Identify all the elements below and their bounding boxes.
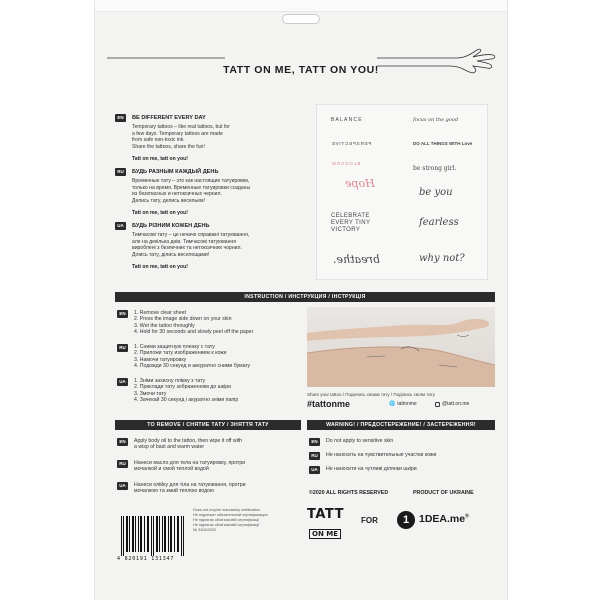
application-photo (307, 307, 495, 387)
brand-title: TATT ON ME, TATT ON YOU! (223, 64, 379, 76)
step-list: 1. Remove clear sheet 2. Press the image side down on your skin 3. Wet the tattoo throughly 4. Hold for 30 seconds and slowly peel off the paper (134, 310, 254, 336)
lang-body: Temporary tattoos – like real tattoos, but for a few days. Temporary tattoos are made from safe non-toxic ink. Share the tattoos, share the fun! (132, 124, 230, 150)
remove-block-ua: UA Нанеси олійку для тіла на татуювання, протри мочалкою та змий теплою водою (117, 482, 307, 495)
remove-block-ru: RU Нанеси масло для тела на татуировку, протри мочалкой и смой теплой водой (117, 460, 307, 473)
lang-body: Временные тату – это как настоящие татуировки, только на время. Временные татуировки созданы из безопасных и нетоксичных чернил. Делись тату, делись весельем! (132, 178, 251, 204)
idea-logo-text: 1DEA.me® (419, 513, 469, 525)
packaging-card (95, 0, 507, 600)
tattoo-breathe: breathe. (333, 253, 380, 266)
lang-tagline: Tatt on me, tatt on you! (132, 264, 188, 270)
idea-logo-mark: 1 (397, 511, 415, 529)
tattoo-do-all: DO ALL THINGS WITH Love (413, 141, 473, 146)
tattoo-be-you: be you (419, 187, 453, 198)
share-instagram: @tatt.on.me (435, 401, 469, 407)
hang-strip (95, 0, 507, 12)
lang-badge: RU (117, 460, 128, 468)
lang-tagline: Tatt on me, tatt on you! (132, 156, 188, 162)
tattoo-balance: BALANCE (331, 117, 363, 123)
for-label: FOR (361, 516, 378, 525)
instruction-block-ua (117, 378, 307, 404)
tattoo-strong-girl: be strong girl. (413, 165, 457, 172)
lang-heading: БУДЬ РАЗНЫМ КАЖДЫЙ ДЕНЬ (132, 169, 219, 175)
tattoo-why-not: why not? (419, 253, 465, 264)
lang-body: Тимчасові тату – це нечаче справжні татуювання, але на декілька днів. Тимчасові татуювання вироблені з безпечних та нетоксичних чорнил. Ділись тату, ділись веселощами! (132, 232, 250, 258)
share-hashtag: #tattonme (307, 399, 351, 409)
product-origin: PRODUCT OF UKRAINE (413, 490, 474, 496)
barcode (117, 514, 207, 564)
lang-badge: RU (117, 344, 128, 352)
instruction-block-en (117, 310, 307, 336)
lang-badge: EN (117, 310, 128, 318)
lang-tagline: Tatt on me, tatt on you! (132, 210, 188, 216)
remove-bar: TO REMOVE / СНЯТИЕ ТАТУ / ЗНЯТТЯ ТАТУ (115, 420, 301, 430)
tattoo-sheet (316, 104, 488, 280)
warning-en: EN Do not apply to sensitive skin (309, 438, 393, 446)
instruction-block-ru (117, 344, 307, 370)
lang-badge: EN (115, 114, 126, 122)
lang-heading: БУДЬ РІЗНИМ КОЖЕН ДЕНЬ (132, 223, 210, 229)
instruction-bar: INSTRUCTION / ИНСТРУКЦИЯ / ІНСТРУКЦІЯ (115, 292, 495, 302)
lang-badge: UA (115, 222, 126, 230)
lang-badge: RU (309, 452, 320, 460)
remove-block-en: EN Apply body oil to the tattoo, then wipe it off with a wisp of bast and warm water (117, 438, 307, 451)
step-list: 1. Зніми захисну плівку з тату 2. Приклади тату зображенням до шкіри 3. Змочи тату 4. Зачекай 30 секунд і акуратно зніми папір (134, 378, 239, 404)
globe-icon: 🌐 (389, 401, 396, 407)
tattoo-perspective: PERSPECTIVE (331, 141, 372, 146)
tattoo-blossom: BLOSSOM (331, 161, 361, 166)
lang-heading: BE DIFFERENT EVERY DAY (132, 115, 206, 121)
lang-badge: UA (309, 466, 320, 474)
tattoo-fearless: fearless (419, 217, 459, 228)
warning-bar: WARNING! / ПРЕДОСТЕРЕЖЕНИЕ! / ЗАСТЕРЕЖЕННЯ! (307, 420, 495, 430)
tattoo-hope: Hope (345, 177, 375, 190)
barcode-number: 4 820191 131347 (117, 556, 175, 562)
step-list: 1. Сними защитную пленку с тату 2. Приложи тату изображением к коже 3. Намочи татуировку 4. Подожди 30 секунд и аккуратно сними бумагу (134, 344, 251, 370)
lang-badge: RU (115, 168, 126, 176)
arms-illustration (307, 307, 495, 387)
copyright: ©2020 ALL RIGHTS RESERVED (309, 490, 389, 496)
tatt-on-me-logo: TATT ON ME (307, 507, 344, 538)
lang-block-en (115, 114, 305, 162)
lang-block-ru (115, 168, 305, 216)
lang-badge: EN (309, 438, 320, 446)
tattoo-celebrate: CELEBRATE EVERY TINY VICTORY (331, 213, 371, 233)
lang-block-ua (115, 222, 305, 270)
share-caption: Share your tattoo / Поделись своим тату / Поділись своїм тату (307, 392, 436, 397)
tattoo-focus: focus on the good (413, 117, 459, 123)
lang-badge: UA (117, 378, 128, 386)
lang-badge: UA (117, 482, 128, 490)
warning-ua: UA Не наносити на чутливі ділянки шкіри (309, 466, 417, 474)
share-site: 🌐 tattonme (389, 401, 417, 407)
warning-ru: RU Не наносить на чувствительные участки кожи (309, 452, 436, 460)
instagram-icon (435, 402, 440, 407)
certification-text: Does not require mandatory certification Не подлежит обязательной сертификации Не підлягає обов'язковій сертифікації Не підлягає обов'язковій сертифікації № 3304/2020 (193, 508, 268, 532)
lang-badge: EN (117, 438, 128, 446)
hang-hole (282, 14, 320, 24)
